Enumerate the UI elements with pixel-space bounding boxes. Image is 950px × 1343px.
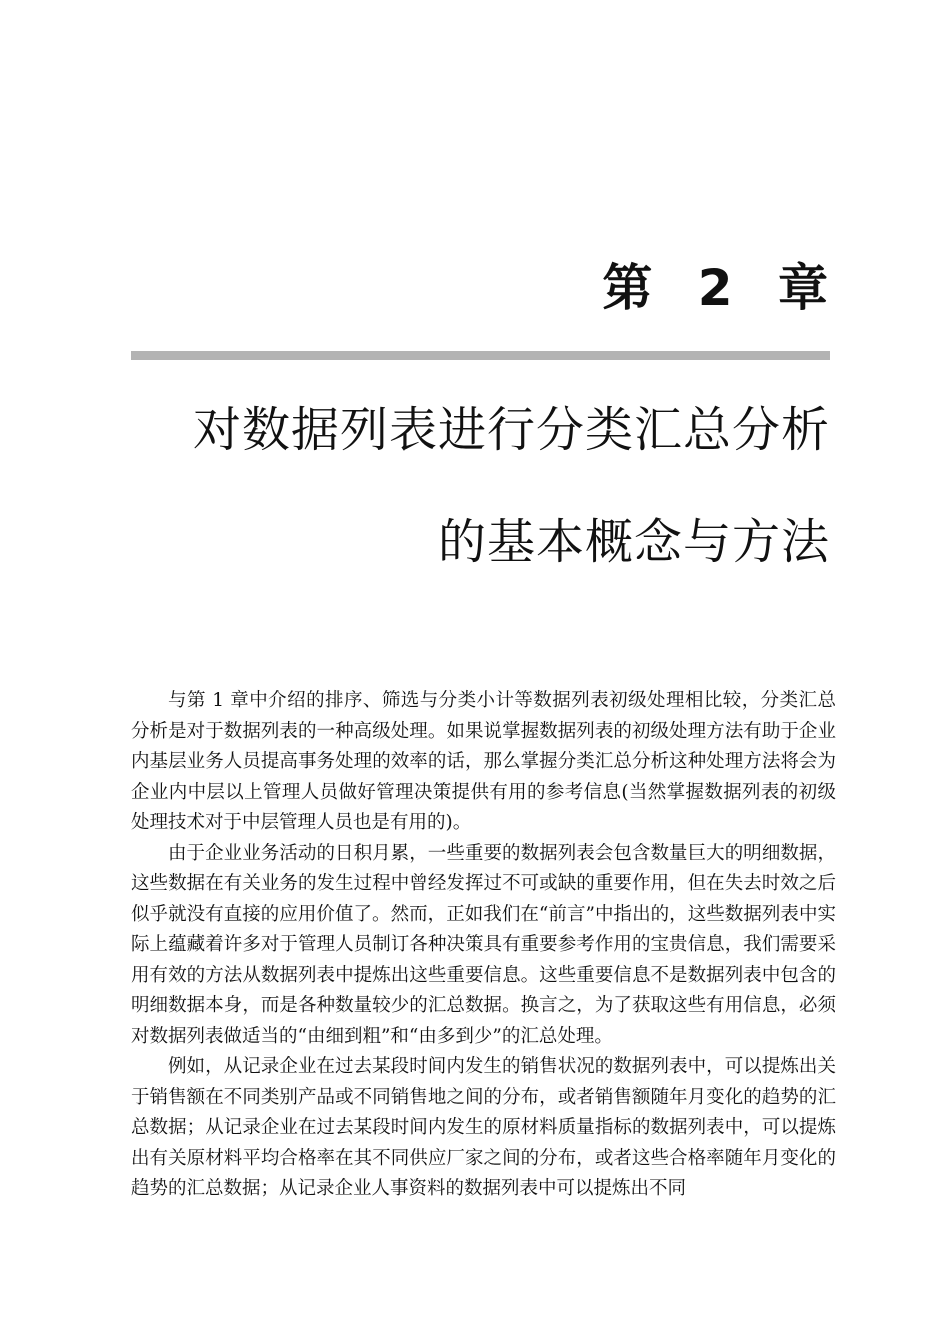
chapter-number: 第 2 章 [602,259,842,317]
paragraph-1: 与第 1 章中介绍的排序、筛选与分类小计等数据列表初级处理相比较，分类汇总分析是对于数据列表的一种高级处理。如果说掌握数据列表的初级处理方法有助于企业内基层业务人员提高事务处理的效率的话，那么掌握分类汇总分析这种处理方法将会为企业内中层以上管理人员做好管理决策提供有用的参考信息(当然掌握数据列表的初级处理技术对于中层管理人员也是有用的)。 [131,690,836,833]
paragraph-3: 例如，从记录企业在过去某段时间内发生的销售状况的数据列表中，可以提炼出关于销售额在不同类别产品或不同销售地之间的分布，或者销售额随年月变化的趋势的汇总数据；从记录企业在过去某段时间内发生的原材料质量指标的数据列表中，可以提炼出有关原材料平均合格率在其不同供应厂家之间的分布，或者这些合格率随年月变化的趋势的汇总数据；从记录企业人事资料的数据列表中可以提炼出不同 [131,1056,836,1199]
body-text [131,686,836,1205]
paragraph-2: 由于企业业务活动的日积月累，一些重要的数据列表会包含数量巨大的明细数据，这些数据在有关业务的发生过程中曾经发挥过不可或缺的重要作用，但在失去时效之后似乎就没有直接的应用价值了。然而，正如我们在“前言”中指出的，这些数据列表中实际上蕴藏着许多对于管理人员制订各种决策具有重要参考作用的宝贵信息，我们需要采用有效的方法从数据列表中提炼出这些重要信息。这些重要信息不是数据列表中包含的明细数据本身，而是各种数量较少的汇总数据。换言之，为了获取这些有用信息，必须对数据列表做适当的“由细到粗”和“由多到少”的汇总处理。 [131,842,836,1047]
chapter-title-line-1: 对数据列表进行分类汇总分析 [192,402,830,458]
chapter-title-line-2: 的基本概念与方法 [437,514,830,570]
chapter-rule [131,351,830,360]
